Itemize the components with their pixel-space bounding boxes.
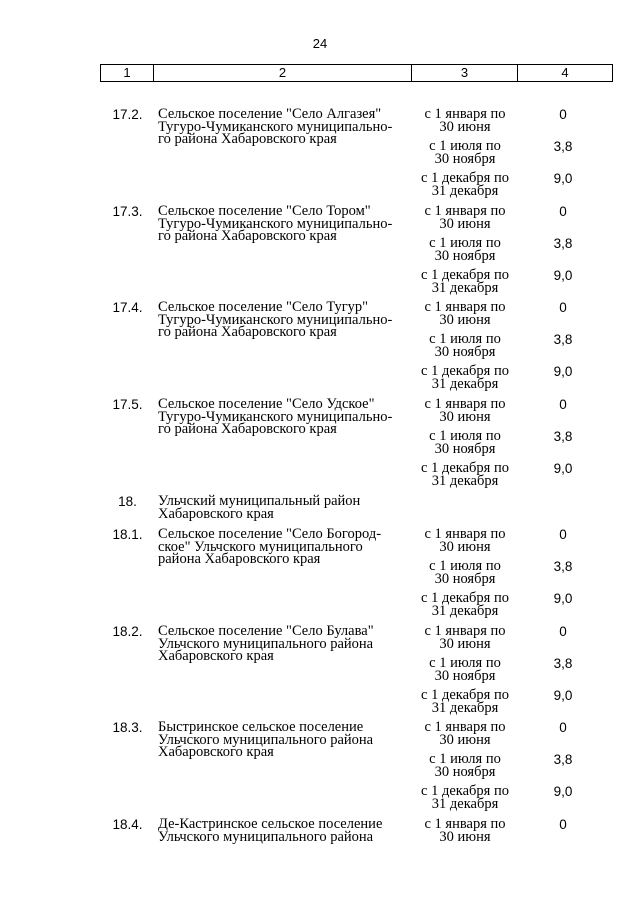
- period-start: с 1 декабря по: [421, 687, 509, 703]
- period-cell: [413, 301, 517, 326]
- settlement-name-line: Сельское поселение "Село Булава": [158, 623, 374, 639]
- column-header-3: 3: [412, 65, 518, 82]
- period-start: с 1 января по: [424, 719, 506, 735]
- settlement-name: [158, 528, 418, 566]
- period-start: с 1 января по: [424, 623, 506, 639]
- period-start: с 1 июля по: [429, 235, 501, 251]
- period-start: с 1 декабря по: [421, 783, 509, 799]
- rate-value: 3,8: [553, 236, 573, 251]
- period-end: 31 декабря: [431, 375, 499, 392]
- settlement-name-line: го района Хабаровского края: [158, 228, 337, 244]
- period-cell: [413, 625, 517, 650]
- period-end: 30 июня: [439, 731, 491, 748]
- period-end: 30 ноября: [434, 150, 496, 167]
- period-end: 30 ноября: [434, 440, 496, 457]
- settlement-name: [158, 108, 418, 146]
- row-number: 18.1.: [112, 527, 143, 542]
- row-number: 18.4.: [112, 817, 143, 832]
- period-cell: [413, 172, 517, 197]
- settlement-name: [158, 398, 418, 436]
- column-header-1: 1: [101, 65, 154, 82]
- rate-value: 9,0: [553, 171, 573, 186]
- period-cell: [413, 721, 517, 746]
- settlement-name-line: Ульчского муниципального района: [158, 635, 374, 652]
- row-number: 17.5.: [112, 397, 143, 412]
- page-number: 24: [312, 36, 328, 51]
- period-start: с 1 января по: [424, 106, 506, 122]
- settlement-name-line: Ульчский муниципальный район: [158, 493, 361, 509]
- period-cell: [413, 657, 517, 682]
- period-end: 30 июня: [439, 635, 491, 652]
- period-cell: [413, 430, 517, 455]
- period-start: с 1 января по: [424, 299, 506, 315]
- settlement-name-line: Тугуро-Чумиканского муниципально-: [158, 408, 393, 425]
- rate-value: 0: [559, 817, 567, 832]
- period-start: с 1 июля по: [429, 655, 501, 671]
- period-end: 31 декабря: [431, 795, 499, 812]
- settlement-name: [158, 301, 418, 339]
- period-start: с 1 июля по: [429, 751, 501, 767]
- settlement-name-line: Тугуро-Чумиканского муниципально-: [158, 118, 393, 135]
- settlement-name-line: Сельское поселение "Село Алгазея": [158, 106, 382, 122]
- rate-value: 9,0: [553, 268, 573, 283]
- settlement-name-line: Сельское поселение "Село Богород-: [158, 526, 382, 542]
- period-end: 31 декабря: [431, 279, 499, 296]
- period-end: 30 ноября: [434, 570, 496, 587]
- period-end: 30 июня: [439, 538, 491, 555]
- rate-value: 0: [559, 720, 567, 735]
- settlement-name-line: ское" Ульчского муниципального: [158, 538, 363, 555]
- period-start: с 1 июля по: [429, 331, 501, 347]
- column-header-4: 4: [518, 65, 613, 82]
- period-end: 30 июня: [439, 215, 491, 232]
- rate-value: 9,0: [553, 461, 573, 476]
- period-start: с 1 января по: [424, 816, 506, 832]
- rate-value: 3,8: [553, 559, 573, 574]
- period-end: 30 ноября: [434, 343, 496, 360]
- row-number: 18.: [118, 494, 137, 509]
- row-number: 18.3.: [112, 720, 143, 735]
- period-end: 31 декабря: [431, 472, 499, 489]
- row-number: 17.3.: [112, 204, 143, 219]
- settlement-name: [158, 721, 418, 759]
- period-cell: [413, 269, 517, 294]
- row-number: 18.2.: [112, 624, 143, 639]
- settlement-name-line: Сельское поселение "Село Тором": [158, 203, 371, 219]
- rate-value: 0: [559, 204, 567, 219]
- period-end: 30 ноября: [434, 667, 496, 684]
- period-cell: [413, 528, 517, 553]
- period-cell: [413, 398, 517, 423]
- settlement-name-line: Ульчского муниципального района: [158, 731, 374, 748]
- rate-value: 3,8: [553, 656, 573, 671]
- rate-value: 0: [559, 397, 567, 412]
- settlement-name-line: Быстринское сельское поселение: [158, 719, 364, 735]
- settlement-name-line: го района Хабаровского края: [158, 131, 337, 147]
- settlement-name-line: Хабаровского края: [158, 648, 274, 664]
- settlement-name-line: го района Хабаровского края: [158, 421, 337, 437]
- period-cell: [413, 108, 517, 133]
- period-cell: [413, 462, 517, 487]
- period-start: с 1 июля по: [429, 558, 501, 574]
- rate-value: 3,8: [553, 139, 573, 154]
- column-header-table: [100, 64, 613, 82]
- settlement-name-line: го района Хабаровского края: [158, 324, 337, 340]
- period-cell: [413, 592, 517, 617]
- period-end: 30 июня: [439, 118, 491, 135]
- period-start: с 1 января по: [424, 526, 506, 542]
- period-cell: [413, 140, 517, 165]
- period-start: с 1 января по: [424, 203, 506, 219]
- period-cell: [413, 785, 517, 810]
- period-end: 31 декабря: [431, 602, 499, 619]
- row-number: 17.2.: [112, 107, 143, 122]
- rate-value: 9,0: [553, 364, 573, 379]
- rate-value: 0: [559, 624, 567, 639]
- period-end: 30 ноября: [434, 763, 496, 780]
- settlement-name: [158, 818, 418, 843]
- settlement-name-line: Тугуро-Чумиканского муниципально-: [158, 311, 393, 328]
- settlement-name-line: Сельское поселение "Село Тугур": [158, 299, 369, 315]
- rate-value: 9,0: [553, 591, 573, 606]
- period-start: с 1 декабря по: [421, 363, 509, 379]
- period-end: 30 июня: [439, 828, 491, 845]
- rate-value: 0: [559, 527, 567, 542]
- rate-value: 9,0: [553, 784, 573, 799]
- period-end: 30 ноября: [434, 247, 496, 264]
- settlement-name-line: Сельское поселение "Село Удское": [158, 396, 375, 412]
- period-start: с 1 декабря по: [421, 590, 509, 606]
- period-start: с 1 декабря по: [421, 460, 509, 476]
- period-cell: [413, 753, 517, 778]
- period-start: с 1 декабря по: [421, 267, 509, 283]
- period-cell: [413, 333, 517, 358]
- rate-value: 0: [559, 107, 567, 122]
- period-start: с 1 января по: [424, 396, 506, 412]
- period-cell: [413, 205, 517, 230]
- settlement-name-line: Ульчского муниципального района: [158, 828, 374, 845]
- period-end: 31 декабря: [431, 182, 499, 199]
- period-cell: [413, 237, 517, 262]
- period-end: 30 июня: [439, 408, 491, 425]
- settlement-name-line: Тугуро-Чумиканского муниципально-: [158, 215, 393, 232]
- rate-value: 3,8: [553, 332, 573, 347]
- period-cell: [413, 560, 517, 585]
- period-start: с 1 июля по: [429, 138, 501, 154]
- period-cell: [413, 365, 517, 390]
- settlement-name: [158, 625, 418, 663]
- settlement-name: [158, 495, 418, 520]
- settlement-name-line: Хабаровского края: [158, 505, 274, 522]
- period-start: с 1 декабря по: [421, 170, 509, 186]
- settlement-name-line: Де-Кастринское сельское поселение: [158, 816, 383, 832]
- period-end: 30 июня: [439, 311, 491, 328]
- settlement-name-line: района Хабаровского края: [158, 551, 321, 567]
- rate-value: 9,0: [553, 688, 573, 703]
- column-header-2: 2: [154, 65, 412, 82]
- period-end: 31 декабря: [431, 699, 499, 716]
- column-header-row: [101, 65, 613, 82]
- period-start: с 1 июля по: [429, 428, 501, 444]
- settlement-name-line: Хабаровского края: [158, 744, 274, 760]
- rate-value: 0: [559, 300, 567, 315]
- row-number: 17.4.: [112, 300, 143, 315]
- settlement-name: [158, 205, 418, 243]
- period-cell: [413, 689, 517, 714]
- rate-value: 3,8: [553, 752, 573, 767]
- period-cell: [413, 818, 517, 843]
- rate-value: 3,8: [553, 429, 573, 444]
